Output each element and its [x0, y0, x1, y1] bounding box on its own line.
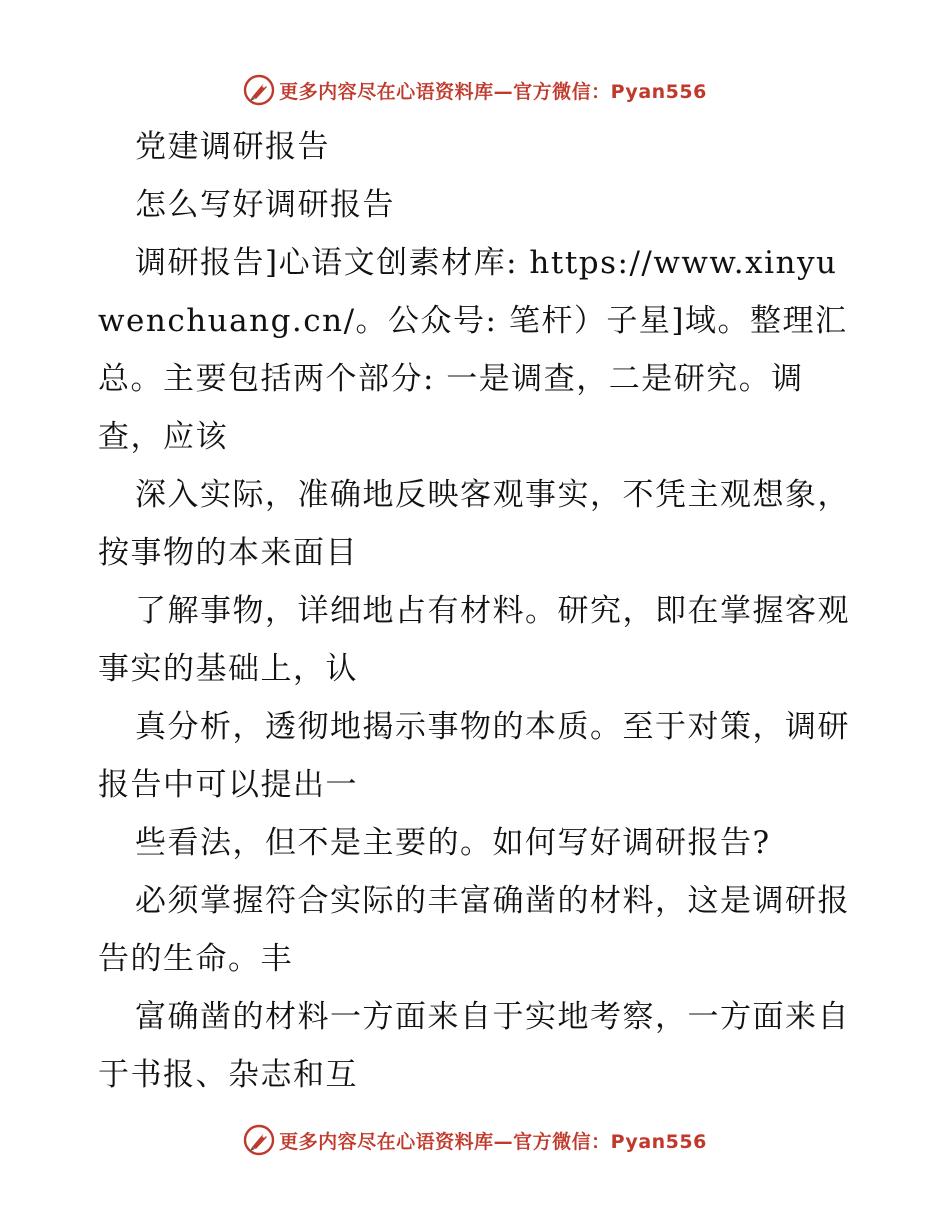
paragraph: 党建调研报告	[135, 129, 330, 165]
paragraph: 必须掌握符合实际的丰富确凿的材料，这是调研报告的生命。丰	[98, 883, 850, 977]
watermark-text: 更多内容尽在心语资料库—官方微信：Pyan556	[279, 1130, 707, 1153]
paragraph: 怎么写好调研报告	[135, 187, 395, 223]
document-body	[98, 118, 854, 1104]
watermark-text: 更多内容尽在心语资料库—官方微信：Pyan556	[279, 80, 707, 103]
paragraph: 真分析，透彻地揭示事物的本质。至于对策，调研报告中可以提出一	[98, 709, 850, 803]
pen-nib-logo-icon	[243, 1124, 275, 1156]
paragraph: 调研报告]心语文创素材库: https://www.xinyuwenchuang.cn/。公众号: 笔杆）子星]域。整理汇总。主要包括两个部分: 一是调查，二是研究。调查，应该	[98, 245, 848, 455]
header-watermark-banner	[0, 70, 950, 110]
paragraph: 富确凿的材料一方面来自于实地考察，一方面来自于书报、杂志和互	[98, 999, 850, 1093]
paragraph: 深入实际，准确地反映客观事实，不凭主观想象，按事物的本来面目	[98, 477, 850, 571]
footer-watermark-banner	[0, 1120, 950, 1160]
paragraph: 些看法，但不是主要的。如何写好调研报告?	[135, 825, 771, 861]
paragraph: 了解事物，详细地占有材料。研究，即在掌握客观事实的基础上，认	[98, 593, 850, 687]
pen-nib-logo-icon	[243, 74, 275, 106]
